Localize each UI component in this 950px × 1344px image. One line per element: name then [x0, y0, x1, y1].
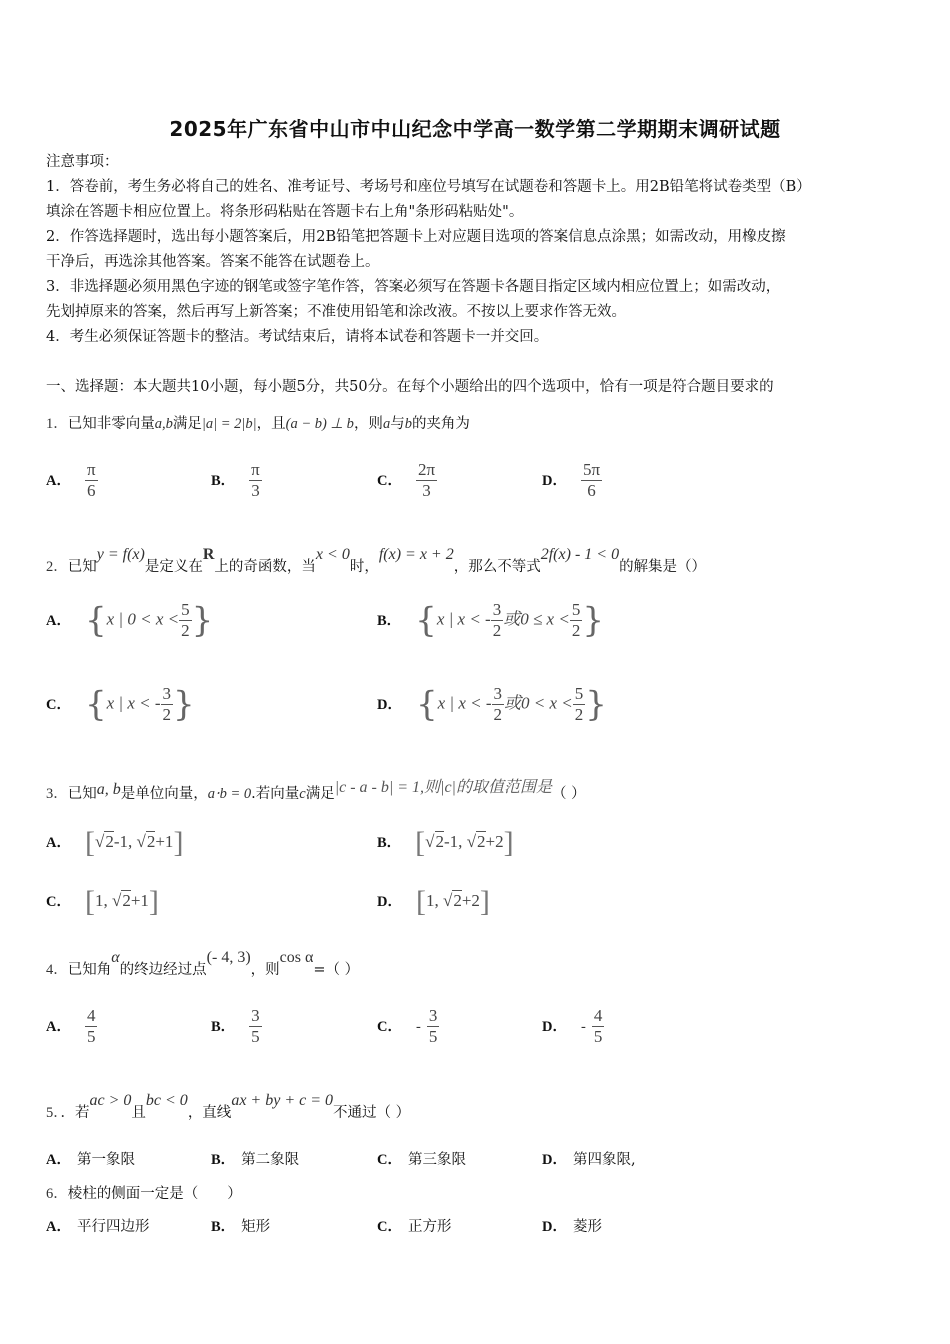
brace-close: } [585, 684, 607, 725]
option-c[interactable] [46, 885, 159, 919]
math-expression: a,b [154, 416, 173, 432]
question-number: 2． [46, 559, 68, 575]
option-label: D． [542, 1018, 567, 1035]
question-text: 的终边经过点 [119, 962, 207, 978]
option-a[interactable] [46, 1006, 97, 1047]
brace-open: { [84, 600, 107, 641]
fraction: $\frac{3}{5}$ [428, 1006, 438, 1046]
sign: - [580, 1018, 586, 1035]
set-expression: x | x < - [106, 693, 161, 713]
option-label: A． [46, 1152, 71, 1168]
option-label: B． [211, 1152, 236, 1168]
question-text: 是单位向量， [120, 786, 208, 802]
option-label: A． [46, 834, 71, 851]
fraction: $\frac{5}{2}$ [571, 600, 581, 640]
option-c[interactable] [377, 460, 437, 501]
option-label: B． [377, 612, 402, 629]
option-a[interactable] [46, 1215, 149, 1236]
option-b[interactable] [377, 600, 604, 641]
math-expression: x < 0 [315, 546, 350, 563]
option-label: C． [377, 1219, 402, 1235]
note-line: 干净后，再选涂其他答案。答案不能答在试题卷上。 [46, 254, 380, 270]
question-text: 棱柱的侧面一定是（ ） [67, 1186, 242, 1202]
option-b[interactable] [211, 1215, 270, 1236]
set-expression: x | x < - [437, 693, 492, 713]
math-expression: ax + by + c = 0 [231, 1092, 334, 1109]
option-label: A． [46, 1018, 71, 1035]
option-d[interactable] [542, 1215, 602, 1236]
option-label: A． [46, 1219, 71, 1235]
question-text: ．若 [60, 1105, 90, 1121]
fraction: $\frac{3}{2}$ [492, 600, 502, 640]
question-text: 的解集是（） [619, 559, 707, 575]
set-expression: 或0 < x < [504, 693, 573, 713]
note-line: 2．作答选择题时，选出每小题答案后，用2B铅笔把答题卡上对应题目选项的答案信息点涂黑；如需改动，用橡皮擦 [46, 229, 786, 245]
set-expression: x | x < - [436, 609, 491, 629]
option-text: 第三象限 [407, 1152, 466, 1168]
question-text: 已知非零向量 [67, 416, 155, 432]
option-text: 菱形 [572, 1219, 602, 1235]
fraction: $\frac{5\pi}{6}$ [582, 460, 601, 500]
page-title: 2025年广东省中山市中山纪念中学高一数学第二学期期末调研试题 [169, 117, 781, 141]
option-label: D． [542, 472, 567, 489]
fraction: $\frac{3}{5}$ [251, 1006, 260, 1046]
math-expression: b [404, 416, 412, 432]
math-expression: f(x) = x + 2 [378, 546, 454, 563]
fraction: $\frac{5}{2}$ [181, 600, 190, 640]
option-b[interactable] [211, 1006, 262, 1047]
question-text: 上的奇函数，当 [214, 559, 316, 575]
fraction: $\frac{\pi}{3}$ [251, 460, 260, 500]
question-text: ，则 [353, 416, 383, 432]
option-b[interactable] [377, 826, 514, 860]
question-text: ，直线 [187, 1105, 232, 1121]
option-label: D． [542, 1219, 567, 1235]
fraction: $\frac{4}{5}$ [593, 1006, 603, 1046]
option-b[interactable] [211, 460, 262, 501]
math-expression: cos α [279, 949, 314, 966]
set-expression: x | 0 < x < [106, 609, 180, 629]
option-label: B． [377, 834, 402, 851]
option-a[interactable] [46, 600, 213, 641]
fraction: $\frac{2\pi}{3}$ [417, 460, 436, 500]
option-label: A． [46, 612, 71, 629]
question-3 [46, 780, 586, 803]
question-number: 4． [46, 962, 68, 978]
option-c[interactable] [46, 684, 195, 725]
note-line: 先划掉原来的答案，然后再写上新答案；不准使用铅笔和涂改液。不按以上要求作答无效。 [46, 304, 626, 320]
note-line: 1．答卷前，考生务必将自己的姓名、准考证号、考场号和座位号填写在试题卷和答题卡上。用2B铅笔将试卷类型（B） [46, 179, 811, 195]
option-text: 第二象限 [241, 1152, 300, 1168]
question-text: 已知角 [67, 962, 112, 978]
set-expression: 或0 ≤ x < [503, 609, 570, 629]
option-label: C． [377, 1018, 402, 1035]
question-text: 已知 [67, 786, 97, 802]
question-text: ，那么不等式 [453, 559, 541, 575]
question-text: 已知 [67, 559, 97, 575]
fraction: $\frac{\pi}{6}$ [86, 460, 96, 500]
note-line: 3．非选择题必须用黑色字迹的钢笔或签字笔作答，答案必须写在答题卡各题目指定区域内相应位置上；如需改动， [46, 279, 781, 295]
math-expression: |c - a - b| = 1,则|c|的取值范围是 [334, 779, 552, 796]
interval: [1, √2+1] [84, 885, 159, 918]
math-expression: R [202, 546, 215, 563]
section-heading: 一、选择题：本大题共10小题，每小题5分，共50分。在每个小题给出的四个选项中，恰有一项是符合题目要求的 [46, 379, 774, 395]
sign: - [415, 1018, 421, 1035]
option-label: D． [377, 893, 402, 910]
note-line: 4．考生必须保证答题卡的整洁。考试结束后，请将本试卷和答题卡一并交回。 [46, 329, 549, 345]
brace-open: { [84, 684, 107, 725]
option-label: D． [542, 1152, 567, 1168]
option-label: C． [46, 696, 71, 713]
option-label: A． [46, 472, 71, 489]
option-label: C． [46, 893, 71, 910]
option-d[interactable] [377, 684, 607, 725]
option-b[interactable] [211, 1148, 299, 1169]
math-expression: a⋅b = 0 [207, 786, 252, 802]
question-text: ，则 [250, 962, 280, 978]
fraction: $\frac{4}{5}$ [86, 1006, 96, 1046]
math-expression: (a − b) ⊥ b [285, 416, 354, 432]
option-label: B． [211, 1018, 236, 1035]
question-text: ，且 [256, 416, 286, 432]
question-text: 与 [390, 416, 405, 432]
question-text: 满足 [305, 786, 335, 802]
option-d[interactable] [377, 885, 490, 919]
notes-block [46, 150, 906, 350]
option-label: B． [211, 1219, 236, 1235]
option-a[interactable] [46, 826, 183, 860]
brace-close: } [173, 684, 195, 725]
option-text: 平行四边形 [76, 1219, 150, 1235]
question-number: 3． [46, 786, 68, 802]
option-label: D． [377, 696, 402, 713]
math-expression: α [111, 949, 120, 966]
option-label: C． [377, 1152, 402, 1168]
note-line: 填涂在答题卡相应位置上。将条形码粘贴在答题卡右上角"条形码粘贴处"。 [46, 204, 524, 220]
math-expression: y = f(x) [96, 546, 145, 563]
brace-close: } [191, 600, 214, 641]
option-d[interactable] [542, 1148, 636, 1169]
math-expression: bc < 0 [145, 1092, 188, 1109]
question-number: 5． [46, 1105, 61, 1121]
question-text: 不通过（ ） [333, 1105, 411, 1121]
fraction: $\frac{3}{2}$ [162, 684, 172, 724]
fraction: $\frac{5}{2}$ [574, 684, 584, 724]
option-d[interactable] [542, 1006, 604, 1047]
option-d[interactable] [542, 460, 602, 501]
brace-open: { [415, 600, 437, 641]
question-text: 且 [131, 1105, 146, 1121]
interval: [1, √2+2] [415, 885, 490, 918]
math-expression: c [299, 786, 306, 802]
math-expression: a, b [96, 781, 121, 798]
option-c[interactable] [377, 1006, 439, 1047]
notes-heading: 注意事项： [46, 154, 119, 170]
question-text: .若向量 [251, 786, 300, 802]
question-number: 6． [46, 1186, 68, 1202]
question-text: （ ） [551, 786, 586, 802]
question-text: 时， [349, 559, 379, 575]
option-c[interactable] [377, 1148, 466, 1169]
option-c[interactable] [377, 1215, 451, 1236]
question-text: 是定义在 [144, 559, 203, 575]
interval: [√2-1, √2+1] [84, 826, 184, 859]
math-expression: 2f(x) - 1 < 0 [540, 546, 620, 563]
option-text: 第一象限 [76, 1152, 135, 1168]
math-expression: a [382, 416, 391, 432]
option-text: 正方形 [407, 1219, 452, 1235]
question-1 [46, 412, 470, 433]
question-4 [46, 949, 360, 979]
math-expression: ac > 0 [89, 1092, 132, 1109]
brace-open: { [415, 684, 438, 725]
fraction: $\frac{3}{2}$ [493, 684, 503, 724]
option-a[interactable] [46, 1148, 135, 1169]
question-2 [46, 546, 707, 576]
option-text: 矩形 [241, 1219, 271, 1235]
question-text: =（ ） [313, 962, 360, 978]
math-expression: |a| = 2|b| [201, 416, 257, 432]
option-text: 第四象限, [572, 1152, 636, 1168]
question-text: 满足 [172, 416, 202, 432]
brace-close: } [582, 600, 604, 641]
option-label: C． [377, 472, 402, 489]
option-label: B． [211, 472, 236, 489]
question-text: 的夹角为 [411, 416, 470, 432]
question-number: 1． [46, 416, 68, 432]
option-a[interactable] [46, 460, 98, 501]
question-6 [46, 1182, 242, 1203]
interval: [√2-1, √2+2] [415, 826, 514, 859]
question-5 [46, 1092, 411, 1122]
math-expression: (- 4, 3) [206, 949, 251, 966]
